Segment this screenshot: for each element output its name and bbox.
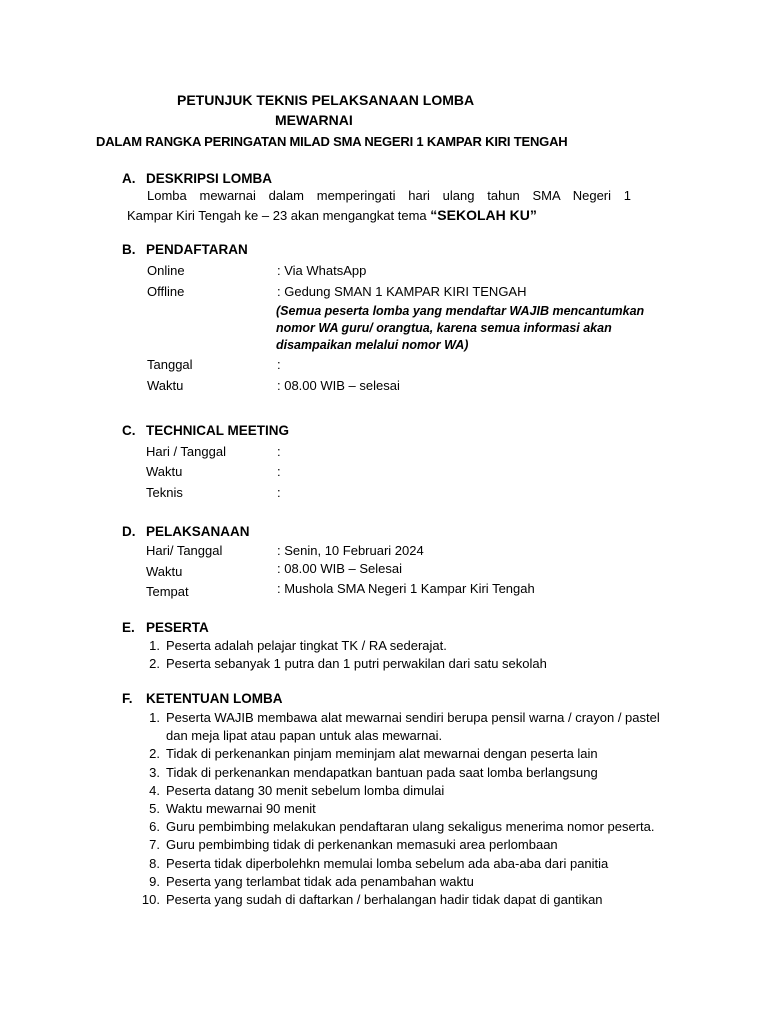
doc-title-line2: MEWARNAI	[275, 112, 353, 128]
section-f-heading: KETENTUAN LOMBA	[146, 691, 283, 706]
row-value: : Gedung SMAN 1 KAMPAR KIRI TENGAH	[277, 284, 527, 299]
row-value: : 08.00 WIB – selesai	[277, 378, 400, 393]
row-value: : Via WhatsApp	[277, 263, 367, 278]
row-value: :	[277, 357, 281, 372]
doc-title-line1: PETUNJUK TEKNIS PELAKSANAAN LOMBA	[177, 92, 475, 108]
row-label: Teknis	[146, 485, 183, 500]
row-label: Offline	[147, 284, 185, 299]
list-text: Tidak di perkenankan mendapatkan bantuan pada saat lomba berlangsung	[166, 764, 598, 780]
section-b-letter: B.	[122, 242, 136, 257]
list-number: 5.	[149, 801, 160, 817]
list-number: 4.	[149, 782, 160, 798]
section-a-heading: DESKRIPSI LOMBA	[146, 171, 273, 186]
section-d-letter: D.	[122, 524, 136, 539]
list-item	[140, 818, 670, 836]
doc-subtitle: DALAM RANGKA PERINGATAN MILAD SMA NEGERI 1 KAMPAR KIRI TENGAH	[96, 134, 568, 149]
list-number: 2.	[149, 656, 160, 672]
list-item	[140, 745, 670, 763]
section-a-line2-text: Kampar Kiri Tengah ke – 23 akan mengangkat tema	[127, 208, 427, 223]
list-item	[140, 709, 670, 745]
section-a-paragraph-line1: Lomba mewarnai dalam memperingati hari ulang tahun SMA Negeri 1	[147, 188, 631, 203]
list-text: Tidak di perkenankan pinjam meminjam alat mewarnai dengan peserta lain	[166, 746, 598, 762]
list-text: Peserta sebanyak 1 putra dan 1 putri perwakilan dari satu sekolah	[166, 656, 547, 672]
list-item	[140, 855, 670, 873]
row-label: Waktu	[146, 564, 183, 579]
section-c-letter: C.	[122, 423, 136, 438]
list-text: Peserta datang 30 menit sebelum lomba dimulai	[166, 782, 445, 798]
list-number: 8.	[149, 855, 160, 871]
row-label: Tanggal	[147, 357, 193, 372]
list-text: Guru pembimbing melakukan pendaftaran ulang sekaligus menerima nomor peserta.	[166, 819, 655, 835]
section-e-letter: E.	[122, 620, 135, 635]
row-value: :	[277, 444, 281, 459]
row-label: Waktu	[146, 464, 183, 479]
section-a-theme: “SEKOLAH KU”	[430, 207, 537, 223]
list-item	[140, 764, 670, 782]
list-text: Peserta yang terlambat tidak ada penambahan waktu	[166, 873, 474, 889]
list-item	[140, 836, 670, 854]
section-c-heading: TECHNICAL MEETING	[146, 423, 290, 438]
row-value: :	[277, 464, 281, 479]
row-label: Waktu	[147, 378, 184, 393]
row-label: Hari / Tanggal	[146, 444, 226, 459]
section-a-paragraph-line2	[127, 207, 537, 223]
list-number: 9.	[149, 873, 160, 889]
registration-note-line1: (Semua peserta lomba yang mendaftar WAJIB mencantumkan	[276, 304, 645, 318]
section-e-heading: PESERTA	[146, 620, 209, 635]
list-text: Peserta WAJIB membawa alat mewarnai sendiri berupa pensil warna / crayon / pastel dan meja lipat atau papan untuk alas mewarnai.	[166, 710, 660, 744]
list-number: 3.	[149, 764, 160, 780]
list-number: 1.	[149, 638, 160, 653]
section-b-heading: PENDAFTARAN	[146, 242, 248, 257]
registration-note-line3: disampaikan melalui nomor WA)	[276, 338, 469, 352]
section-d-heading: PELAKSANAAN	[146, 524, 250, 539]
registration-note-line2: nomor WA guru/ orangtua, karena semua informasi akan	[276, 321, 612, 335]
list-number: 10.	[141, 892, 160, 908]
row-label: Hari/ Tanggal	[146, 543, 223, 558]
list-number: 7.	[149, 837, 160, 853]
list-item	[140, 891, 670, 909]
list-item	[140, 873, 670, 891]
row-value: : Mushola SMA Negeri 1 Kampar Kiri Tengah	[277, 581, 535, 596]
list-text: Waktu mewarnai 90 menit	[166, 801, 316, 817]
row-label: Tempat	[146, 584, 189, 599]
row-value: : 08.00 WIB – Selesai	[277, 561, 403, 576]
list-number: 2.	[149, 746, 160, 762]
list-item	[140, 782, 670, 800]
row-value: :	[277, 485, 281, 500]
list-text: Guru pembimbing tidak di perkenankan memasuki area perlombaan	[166, 837, 558, 853]
list-number: 1.	[149, 710, 160, 725]
list-text: Peserta yang sudah di daftarkan / berhalangan hadir tidak dapat di gantikan	[166, 892, 603, 908]
list-text: Peserta adalah pelajar tingkat TK / RA sederajat.	[166, 638, 447, 653]
participant-list	[140, 637, 680, 673]
section-a-letter: A.	[122, 171, 136, 186]
rules-list	[140, 709, 670, 909]
list-item	[140, 637, 680, 655]
list-number: 6.	[149, 819, 160, 835]
list-item	[140, 655, 680, 673]
row-label: Online	[147, 263, 185, 278]
row-value: : Senin, 10 Februari 2024	[277, 543, 424, 558]
list-item	[140, 800, 670, 818]
section-f-letter: F.	[122, 691, 133, 706]
list-text: Peserta tidak diperbolehkn memulai lomba sebelum ada aba-aba dari panitia	[166, 855, 609, 871]
